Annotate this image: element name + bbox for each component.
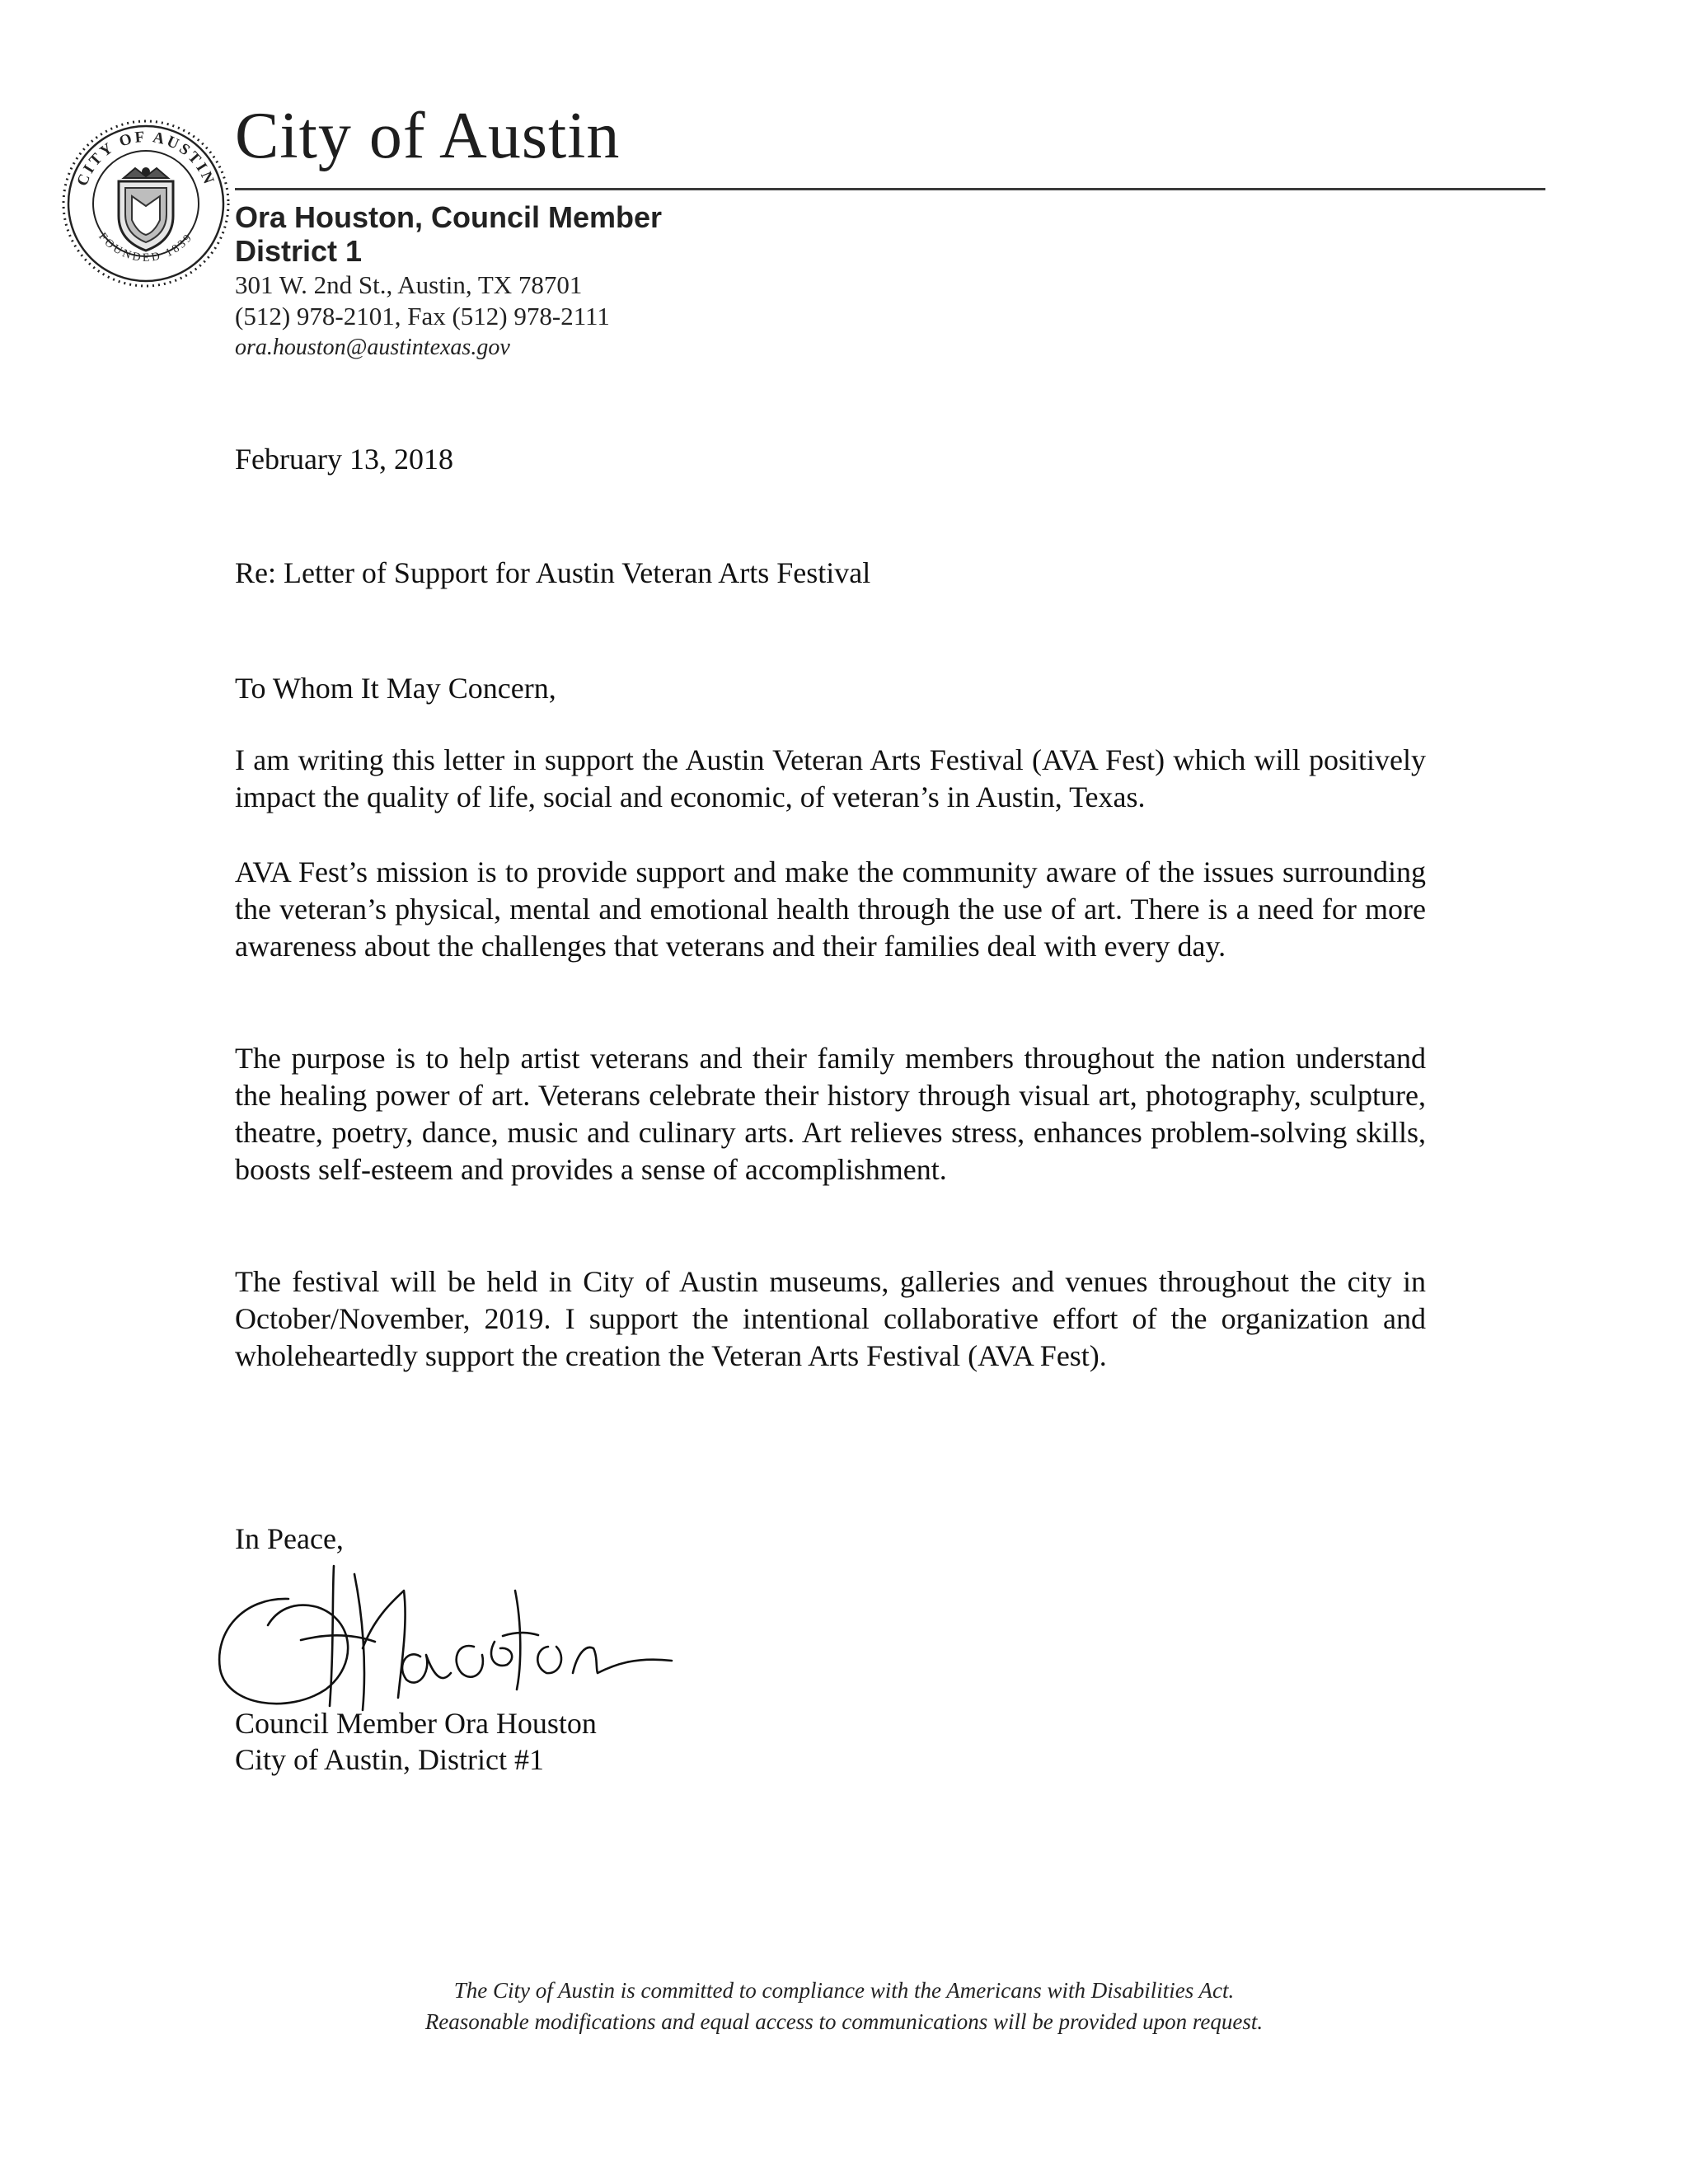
letterhead-rule bbox=[235, 188, 1545, 190]
body-paragraph-4: The festival will be held in City of Austin museums, galleries and venues throughout the city in October/November, 2019. I support the intentional collaborative effort of the organization and wholeheartedly support the creation the Veteran Arts Festival (AVA Fest). bbox=[235, 1265, 1426, 1372]
accommodation-note: Reasonable modifications and equal access to communications will be provided upon request. bbox=[424, 2009, 1264, 2034]
salutation: To Whom It May Concern, bbox=[235, 672, 556, 705]
body-paragraph-1: I am writing this letter in support the Austin Veteran Arts Festival (AVA Fest) which will positively impact the quality of life, social and economic, of veteran’s in Austin, Texas. bbox=[235, 743, 1426, 813]
org-name: City of Austin bbox=[235, 100, 621, 172]
phone-fax: (512) 978-2101, Fax (512) 978-2111 bbox=[235, 302, 610, 330]
signer-title: City of Austin, District #1 bbox=[235, 1743, 545, 1776]
mailing-address: 301 W. 2nd St., Austin, TX 78701 bbox=[235, 270, 583, 299]
district-label: District 1 bbox=[235, 234, 363, 268]
email-address: ora.houston@austintexas.gov bbox=[235, 335, 510, 360]
city-seal-logo bbox=[59, 117, 232, 290]
ada-compliance-note: The City of Austin is committed to compliance with the Americans with Disabilities Act. bbox=[453, 1978, 1235, 2003]
handwritten-signature bbox=[210, 1549, 705, 1722]
svg-text:CITY OF AUSTIN: CITY OF AUSTIN bbox=[73, 128, 218, 189]
signer-name: Council Member Ora Houston bbox=[235, 1707, 597, 1740]
letter-subject: Re: Letter of Support for Austin Veteran Arts Festival bbox=[235, 556, 871, 589]
body-paragraph-3: The purpose is to help artist veterans and their family members throughout the nation understand the healing power of art. Veterans celebrate their history through visual art, photography, sculpture, theatre, poetry, dance, music and culinary arts. Art relieves stress, enhances problem-solving skills, boosts self-esteem and provides a sense of accomplishment. bbox=[235, 1042, 1426, 1186]
closing: In Peace, bbox=[235, 1522, 344, 1555]
council-member-name: Ora Houston, Council Member bbox=[235, 200, 663, 234]
letter-date: February 13, 2018 bbox=[235, 443, 453, 476]
svg-text:FOUNDED 1839: FOUNDED 1839 bbox=[96, 230, 196, 265]
body-paragraph-2: AVA Fest’s mission is to provide support and make the community aware of the issues surrounding the veteran’s physical, mental and emotional health through the use of art. There is a need for more awareness about the challenges that veterans and their families deal with every day. bbox=[235, 855, 1426, 963]
